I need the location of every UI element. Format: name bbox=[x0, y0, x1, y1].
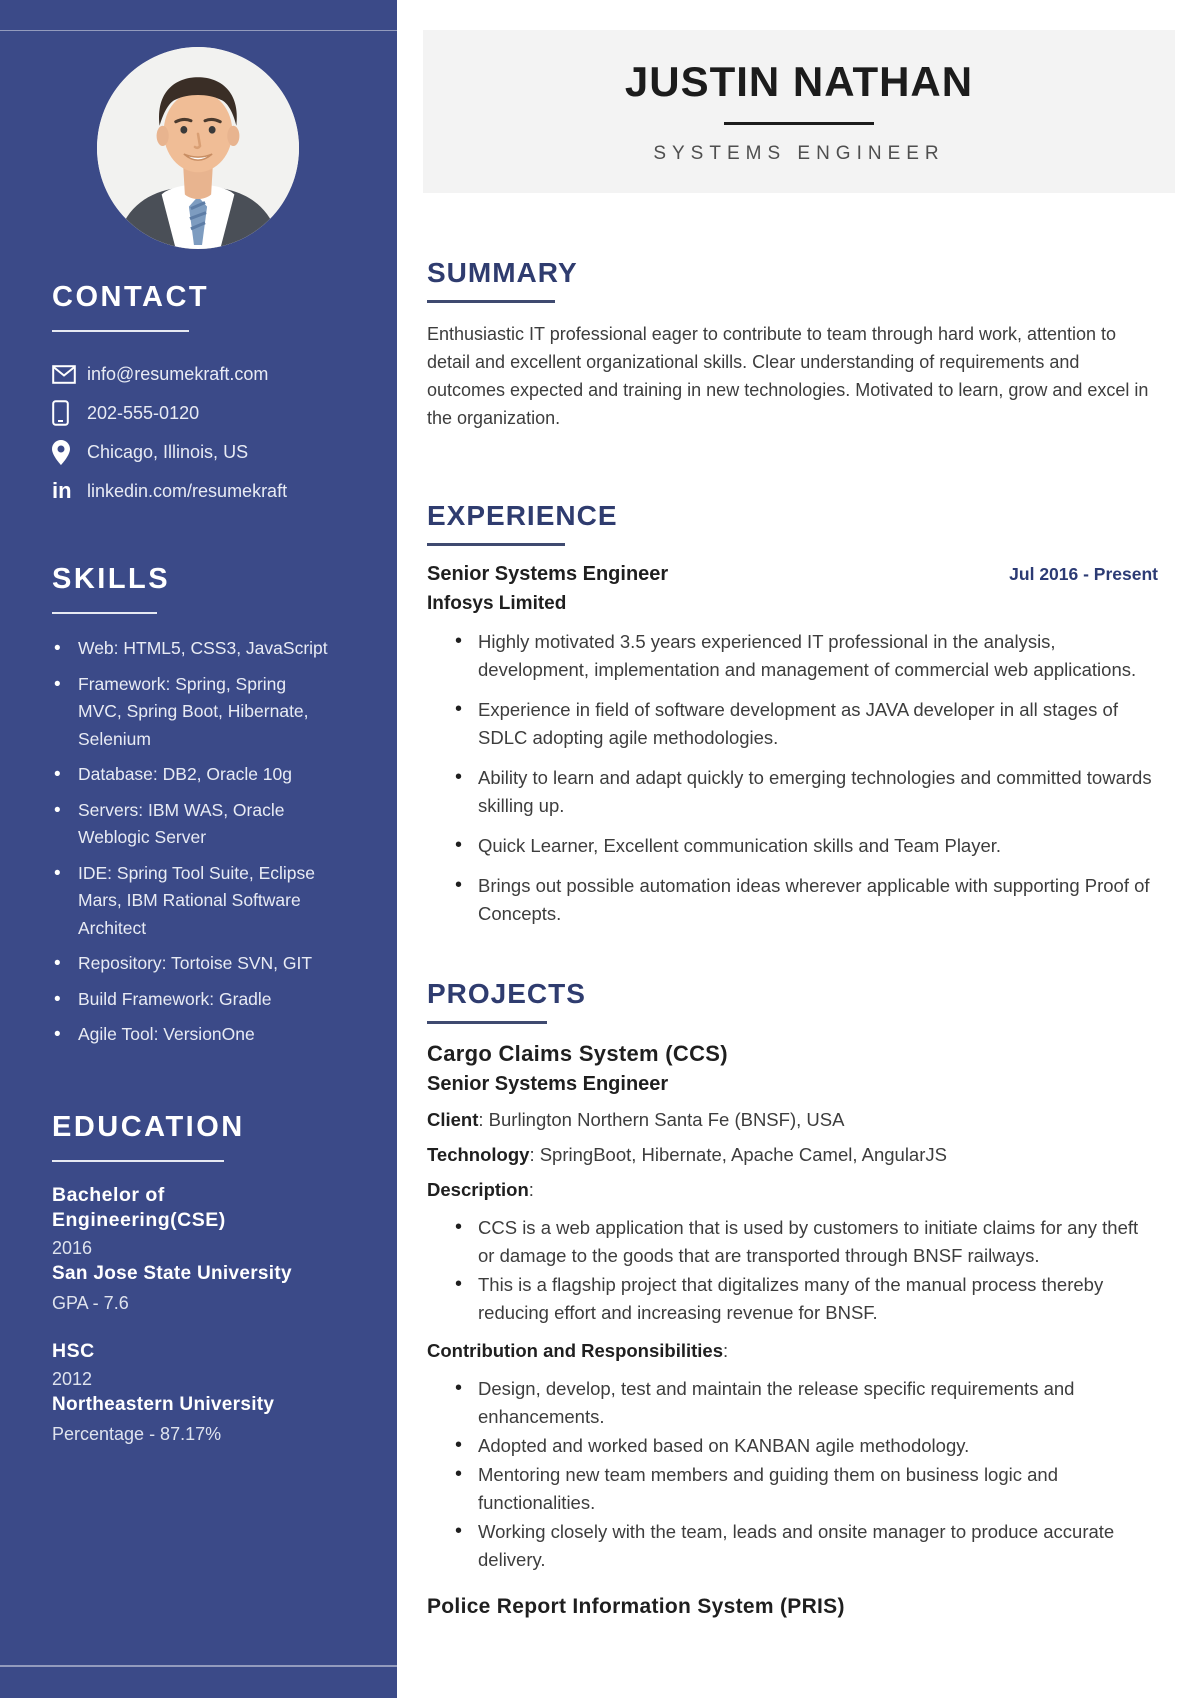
project-name: Cargo Claims System (CCS) bbox=[427, 1041, 728, 1066]
contact-linkedin[interactable]: linkedin.com/resumekraft bbox=[87, 480, 288, 501]
colon: : bbox=[528, 1179, 534, 1200]
experience-bullet: • Experience in field of software development as JAVA developer in all stages of SDLC adopting agile methodologies. bbox=[427, 696, 1158, 752]
education-heading-rule bbox=[52, 1160, 224, 1162]
experience-bullet: • Quick Learner, Excellent communication skills and Team Player. bbox=[427, 832, 1158, 860]
contact-location: Chicago, Illinois, US bbox=[87, 441, 249, 462]
projects-section bbox=[427, 980, 1158, 1619]
education-entry bbox=[52, 1339, 332, 1445]
project-contribution-label-line bbox=[427, 1340, 1158, 1362]
experience-bullet: • Brings out possible automation ideas wherever applicable with supporting Proof of Concepts. bbox=[427, 872, 1158, 928]
experience-bullet: • Highly motivated 3.5 years experienced IT professional in the analysis, development, implementation and management of commercial web applications. bbox=[427, 628, 1158, 684]
project-contribution-bullet: • Working closely with the team, leads and onsite manager to produce accurate delivery. bbox=[427, 1518, 1158, 1574]
job-title: Senior Systems Engineer bbox=[427, 563, 669, 585]
education-section bbox=[52, 1111, 357, 1445]
experience-bullet: • Ability to learn and adapt quickly to emerging technologies and committed towards skilling up. bbox=[427, 764, 1158, 820]
project-client-value: Burlington Northern Santa Fe (BNSF), USA bbox=[483, 1109, 845, 1130]
project-contribution-bullet: • Mentoring new team members and guiding them on business logic and functionalities. bbox=[427, 1461, 1158, 1517]
summary-heading-rule bbox=[427, 300, 555, 303]
education-degree: HSC bbox=[52, 1339, 95, 1362]
project-description-bullet: • CCS is a web application that is used by customers to initiate claims for any theft or damage to the goods that are transported through BNSF railways. bbox=[427, 1214, 1158, 1270]
skill-item: • Framework: Spring, Spring MVC, Spring Boot, Hibernate, Selenium bbox=[52, 671, 332, 754]
job-dates: Jul 2016 - Present bbox=[1009, 564, 1158, 584]
project-description-bullets bbox=[427, 1214, 1158, 1327]
linkedin-icon: in bbox=[52, 478, 72, 503]
experience-bullet-list bbox=[427, 628, 1158, 928]
project-contribution-bullet: • Design, develop, test and maintain the release specific requirements and enhancements. bbox=[427, 1375, 1158, 1431]
project-client-line bbox=[427, 1109, 1158, 1131]
project-technology-line bbox=[427, 1144, 1158, 1166]
profile-photo-avatar bbox=[97, 47, 299, 249]
education-school: San Jose State University bbox=[52, 1262, 292, 1284]
experience-section bbox=[427, 502, 1158, 928]
summary-text: Enthusiastic IT professional eager to contribute to team through hard work, attention to detail and excellent organizational skills. Clear understanding of requirements and outcomes expected and training in new technologies. Motivated to learn, grow and excel in the organization. bbox=[427, 324, 1149, 428]
contact-phone[interactable]: 202-555-0120 bbox=[87, 402, 200, 423]
skills-heading: SKILLS bbox=[52, 563, 171, 595]
skill-item: • Database: DB2, Oracle 10g bbox=[52, 761, 332, 789]
project-description-label: Description bbox=[427, 1179, 529, 1200]
skills-heading-rule bbox=[52, 612, 157, 614]
colon: : bbox=[478, 1109, 484, 1130]
page-bottom-edge-line bbox=[0, 1665, 397, 1667]
skill-item: • Servers: IBM WAS, Oracle Weblogic Server bbox=[52, 797, 332, 852]
experience-heading: EXPERIENCE bbox=[427, 500, 618, 531]
mobile-phone-icon bbox=[52, 400, 78, 426]
name-divider bbox=[724, 122, 874, 125]
job-company: Infosys Limited bbox=[427, 593, 567, 614]
project-technology-value: SpringBoot, Hibernate, Apache Camel, AngularJS bbox=[534, 1144, 947, 1165]
contact-row-email bbox=[52, 359, 357, 389]
contact-heading-rule bbox=[52, 330, 189, 332]
education-school: Northeastern University bbox=[52, 1393, 275, 1415]
project-client-label: Client bbox=[427, 1109, 479, 1130]
skill-item: • Web: HTML5, CSS3, JavaScript bbox=[52, 635, 332, 663]
skill-item: • Repository: Tortoise SVN, GIT bbox=[52, 950, 332, 978]
education-year: 2012 bbox=[52, 1368, 93, 1389]
contact-email[interactable]: info@resumekraft.com bbox=[87, 363, 269, 384]
skill-item: • Agile Tool: VersionOne bbox=[52, 1021, 332, 1049]
education-heading: EDUCATION bbox=[52, 1110, 245, 1143]
contact-list bbox=[52, 359, 357, 506]
projects-heading: PROJECTS bbox=[427, 978, 586, 1009]
person-job-title: SYSTEMS ENGINEER bbox=[653, 143, 945, 164]
project-description-label-line bbox=[427, 1179, 1158, 1201]
project-role: Senior Systems Engineer bbox=[427, 1073, 669, 1095]
skills-section bbox=[52, 563, 357, 1049]
projects-heading-rule bbox=[427, 1021, 547, 1024]
education-year: 2016 bbox=[52, 1237, 93, 1258]
contact-heading: CONTACT bbox=[52, 281, 210, 313]
project-name: Police Report Information System (PRIS) bbox=[427, 1595, 845, 1618]
summary-section bbox=[427, 259, 1158, 432]
experience-heading-rule bbox=[427, 543, 565, 546]
contact-row-linkedin bbox=[52, 476, 357, 506]
skill-item: • IDE: Spring Tool Suite, Eclipse Mars, IBM Rational Software Architect bbox=[52, 860, 332, 943]
project-contribution-label: Contribution and Responsibilities bbox=[427, 1340, 723, 1361]
map-pin-icon bbox=[52, 440, 78, 465]
job-header bbox=[427, 563, 1158, 586]
sidebar bbox=[0, 0, 397, 1698]
project-description-bullet: • This is a flagship project that digitalizes many of the manual process thereby reducing effort and increasing revenue for BNSF. bbox=[427, 1271, 1158, 1327]
skills-list bbox=[52, 635, 332, 1049]
colon: : bbox=[723, 1340, 729, 1361]
project-contribution-bullets bbox=[427, 1375, 1158, 1574]
contact-row-phone bbox=[52, 398, 357, 428]
profile-photo bbox=[97, 47, 299, 249]
main-column bbox=[397, 0, 1200, 1619]
project-technology-label: Technology bbox=[427, 1144, 530, 1165]
education-detail: Percentage - 87.17% bbox=[52, 1423, 222, 1444]
education-entry bbox=[52, 1183, 332, 1314]
person-name: JUSTIN NATHAN bbox=[624, 58, 974, 105]
project-contribution-bullet: • Adopted and worked based on KANBAN agile methodology. bbox=[427, 1432, 1158, 1460]
contact-section bbox=[52, 281, 357, 506]
name-header bbox=[423, 30, 1175, 193]
education-detail: GPA - 7.6 bbox=[52, 1292, 129, 1313]
skill-item: • Build Framework: Gradle bbox=[52, 986, 332, 1014]
contact-row-location bbox=[52, 437, 357, 467]
colon: : bbox=[529, 1144, 535, 1165]
envelope-icon bbox=[52, 365, 78, 384]
page-top-edge-line bbox=[0, 30, 397, 31]
summary-heading: SUMMARY bbox=[427, 257, 578, 288]
education-degree: Bachelor of Engineering(CSE) bbox=[52, 1183, 226, 1231]
